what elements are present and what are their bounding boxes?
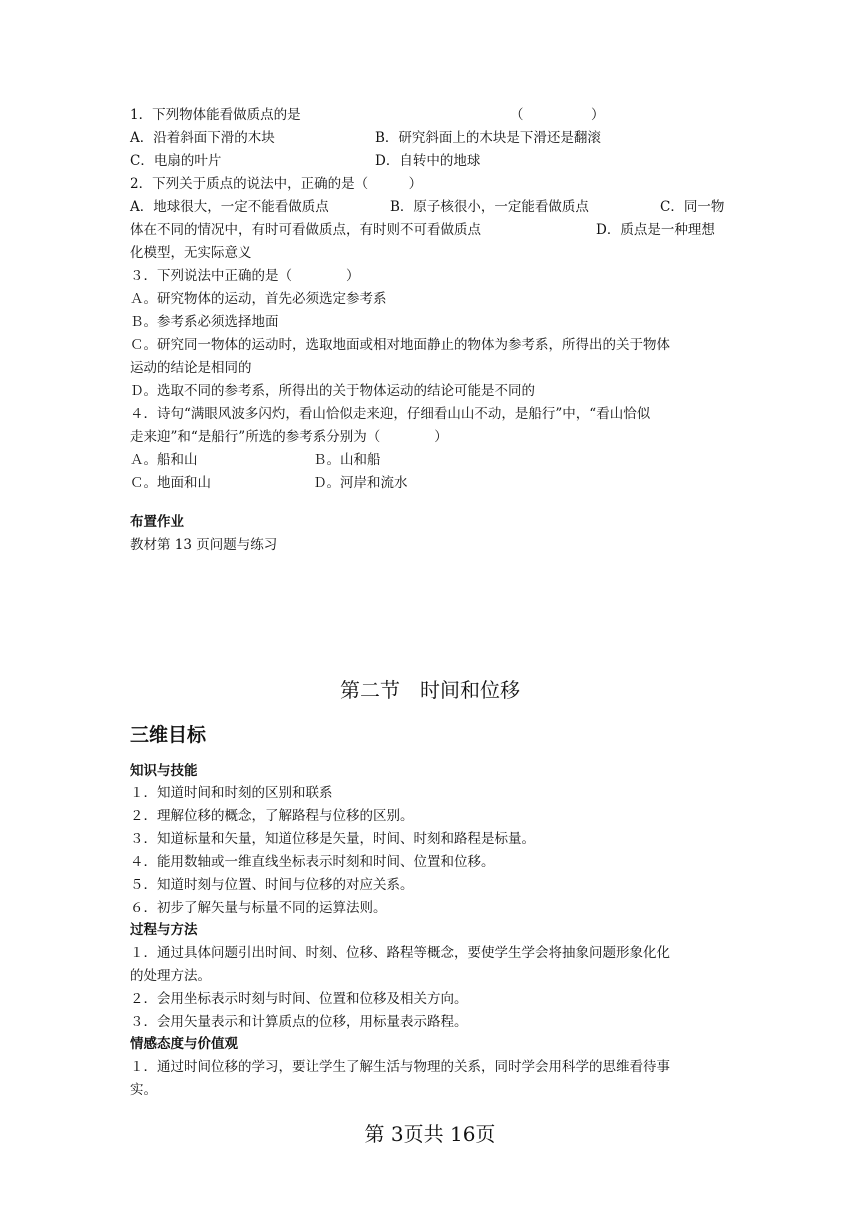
knowledge-item: ４．能用数轴或一维直线坐标表示时刻和时间、位置和位移。: [130, 854, 495, 870]
knowledge-title: 知识与技能: [130, 763, 198, 779]
q4-option-a: Ａ。船和山: [130, 452, 198, 468]
q1-answer-paren: （ ）: [510, 107, 605, 123]
q4-option-d: Ｄ。河岸和流水: [313, 475, 408, 491]
q4-option-c: Ｃ。地面和山: [130, 475, 211, 491]
q1-option-d: D．自转中的地球: [375, 153, 481, 169]
q2-stem: 2．下列关于质点的说法中，正确的是（ ）: [130, 176, 423, 192]
q3-stem: ３．下列说法中正确的是（ ）: [130, 268, 360, 284]
emotion-title: 情感态度与价值观: [130, 1036, 238, 1052]
q1-option-b: B．研究斜面上的木块是下滑还是翻滚: [375, 130, 601, 146]
process-title: 过程与方法: [130, 922, 198, 938]
q2-option-d-cont: 化模型，无实际意义: [130, 245, 252, 261]
q3-option-d: Ｄ。选取不同的参考系，所得出的关于物体运动的结论可能是不同的: [130, 383, 535, 399]
emotion-item: １．通过时间位移的学习，要让学生了解生活与物理的关系，同时学会用科学的思维看待事: [130, 1059, 670, 1075]
q3-option-a: Ａ。研究物体的运动，首先必须选定参考系: [130, 291, 387, 307]
objectives-heading: 三维目标: [130, 724, 207, 746]
knowledge-item: ５．知道时刻与位置、时间与位移的对应关系。: [130, 877, 414, 893]
knowledge-item: ２．理解位移的概念，了解路程与位移的区别。: [130, 808, 414, 824]
q4-stem: ４．诗句“满眼风波多闪灼，看山恰似走来迎，仔细看山山不动，是船行”中，“看山恰似: [130, 406, 651, 422]
knowledge-item: ６．初步了解矢量与标量不同的运算法则。: [130, 900, 387, 916]
q3-option-c-cont: 运动的结论是相同的: [130, 360, 252, 376]
q3-option-b: Ｂ。参考系必须选择地面: [130, 314, 279, 330]
knowledge-item: １．知道时间和时刻的区别和联系: [130, 785, 333, 801]
process-item-cont: 的处理方法。: [130, 968, 211, 984]
q2-option-c-cont: 体在不同的情况中，有时可看做质点，有时则不可看做质点: [130, 222, 481, 238]
section-title: 第二节 时间和位移: [340, 678, 520, 702]
homework-title: 布置作业: [130, 514, 184, 530]
q2-option-a: A．地球很大，一定不能看做质点: [130, 199, 329, 215]
q3-option-c: Ｃ。研究同一物体的运动时，选取地面或相对地面静止的物体为参考系，所得出的关于物体: [130, 337, 670, 353]
q1-option-c: C．电扇的叶片: [130, 153, 222, 169]
process-item: ２．会用坐标表示时刻与时间、位置和位移及相关方向。: [130, 991, 468, 1007]
process-item: １．通过具体问题引出时间、时刻、位移、路程等概念，要使学生学会将抽象问题形象化化: [130, 945, 670, 961]
q4-stem-cont: 走来迎”和“是船行”所选的参考系分别为（ ）: [130, 429, 448, 445]
process-item: ３．会用矢量表示和计算质点的位移，用标量表示路程。: [130, 1014, 468, 1030]
q2-option-d-start: D．质点是一种理想: [596, 222, 715, 238]
q2-option-b: B．原子核很小，一定能看做质点: [390, 199, 589, 215]
q1-stem: 1．下列物体能看做质点的是: [130, 107, 301, 123]
page-number-footer: 第 3页共 16页: [364, 1122, 496, 1146]
q1-option-a: A．沿着斜面下滑的木块: [130, 130, 275, 146]
homework-text: 教材第 13 页问题与练习: [130, 537, 278, 553]
emotion-item-cont: 实。: [130, 1082, 157, 1098]
q2-option-c-start: C．同一物: [660, 199, 725, 215]
q4-option-b: Ｂ。山和船: [313, 452, 381, 468]
knowledge-item: ３．知道标量和矢量，知道位移是矢量，时间、时刻和路程是标量。: [130, 831, 535, 847]
